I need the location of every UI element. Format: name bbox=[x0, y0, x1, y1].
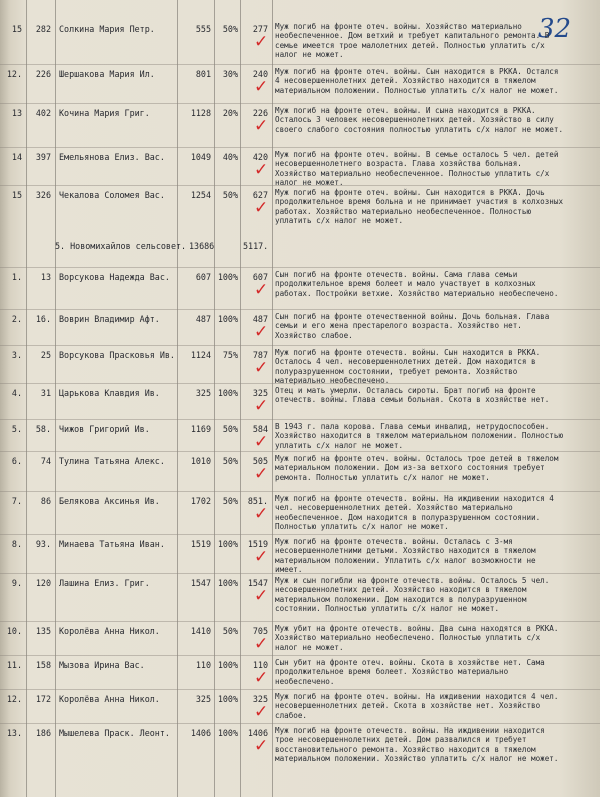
assessed-tax: 1128 bbox=[190, 108, 211, 118]
red-checkmark-icon: ✓ bbox=[254, 280, 269, 300]
relief-percent: 50% bbox=[222, 424, 238, 434]
relief-amount: 705 bbox=[252, 626, 268, 636]
householder-name: Солкина Мария Петр. bbox=[59, 24, 155, 34]
household-number: 31 bbox=[40, 388, 51, 398]
household-number: 135 bbox=[35, 626, 51, 636]
red-checkmark-icon: ✓ bbox=[254, 116, 269, 136]
householder-name: Чижов Григорий Ив. bbox=[59, 424, 150, 434]
relief-percent: 50% bbox=[222, 456, 238, 466]
household-number: 158 bbox=[35, 660, 51, 670]
household-number: 120 bbox=[35, 578, 51, 588]
assessed-tax: 325 bbox=[195, 388, 211, 398]
row-divider bbox=[0, 573, 600, 574]
householder-name: Кочина Мария Григ. bbox=[59, 108, 150, 118]
section-total-assessed: 13686 bbox=[189, 241, 215, 251]
householder-name: Мышелева Праск. Леонт. bbox=[59, 728, 170, 738]
assessed-tax: 1124 bbox=[190, 350, 211, 360]
householder-name: Чекалова Соломея Вас. bbox=[59, 190, 165, 200]
justification-note: Муж погиб на фронте отечеств. войны. На иждивении находится трое несовершеннолетних детей. Дом развалился и требует восстановительного ремонта. Хозяйство находится в тяжелом материальном положении. Хозяйство уплатить с/х налог не может. bbox=[275, 726, 559, 764]
red-checkmark-icon: ✓ bbox=[254, 77, 269, 97]
relief-percent: 100% bbox=[217, 578, 238, 588]
household-number: 58. bbox=[35, 424, 51, 434]
assessed-tax: 801 bbox=[195, 69, 211, 79]
relief-percent: 30% bbox=[222, 69, 238, 79]
assessed-tax: 325 bbox=[195, 694, 211, 704]
household-number: 326 bbox=[35, 190, 51, 200]
row-index: 14 bbox=[11, 152, 22, 162]
household-number: 74 bbox=[40, 456, 51, 466]
household-number: 13 bbox=[40, 272, 51, 282]
relief-percent: 50% bbox=[222, 496, 238, 506]
justification-note: Муж погиб на фронте отеч. войны. И сына находится в РККА. Осталось 3 человек несовершеннолетних детей. Хозяйство в силу своего слабого состояния полностью уплатить с/х налог не может. bbox=[275, 106, 564, 134]
householder-name: Ворсукова Надежда Вас. bbox=[59, 272, 170, 282]
householder-name: Белякова Аксинья Ив. bbox=[59, 496, 160, 506]
householder-name: Емельянова Елиз. Вас. bbox=[59, 152, 165, 162]
assessed-tax: 607 bbox=[195, 272, 211, 282]
assessed-tax: 487 bbox=[195, 314, 211, 324]
row-index: 13 bbox=[11, 108, 22, 118]
justification-note: Сын погиб на фронте отечеств. войны. Сама глава семьи продолжительное время болеет и мало участвует в колхозных работах. Постройки ветхие. Хозяйство материально необеспечено. bbox=[275, 270, 559, 298]
justification-note: Муж погиб на фронте отеч. войны. В семье осталось 5 чел. детей несовершеннолетнего возраста. Глава хозяйства больная. Хозяйство материально необеспеченное. Полностью уплатить с/х налог не может. bbox=[275, 150, 559, 188]
row-divider bbox=[0, 621, 600, 622]
row-index: 11. bbox=[6, 660, 22, 670]
justification-note: Муж погиб на фронте отеч. войны. Сын находится в РККА. Остался 4 несовершеннолетних детей. Хозяйство находится в тяжелом материальном положении. Полностью уплатить с/х налог не может. bbox=[275, 67, 559, 95]
row-index: 8. bbox=[11, 539, 22, 549]
row-index: 15 bbox=[11, 24, 22, 34]
assessed-tax: 1410 bbox=[190, 626, 211, 636]
householder-name: Королёва Анна Никол. bbox=[59, 694, 160, 704]
relief-percent: 100% bbox=[217, 694, 238, 704]
column-rule bbox=[240, 0, 241, 797]
relief-percent: 50% bbox=[222, 24, 238, 34]
red-checkmark-icon: ✓ bbox=[254, 432, 269, 452]
household-number: 282 bbox=[35, 24, 51, 34]
row-index: 12. bbox=[6, 694, 22, 704]
row-divider bbox=[0, 267, 600, 268]
red-checkmark-icon: ✓ bbox=[254, 464, 269, 484]
row-divider bbox=[0, 103, 600, 104]
red-checkmark-icon: ✓ bbox=[254, 668, 269, 688]
householder-name: Воврин Владимир Афт. bbox=[59, 314, 160, 324]
row-index: 1. bbox=[11, 272, 22, 282]
relief-percent: 100% bbox=[217, 539, 238, 549]
assessed-tax: 1254 bbox=[190, 190, 211, 200]
relief-percent: 40% bbox=[222, 152, 238, 162]
row-divider bbox=[0, 689, 600, 690]
justification-note: Сын погиб на фронте отечественной войны. Дочь больная. Глава семьи и его жена престарелого возраста. Хозяйство нет. Хозяйство слабое. bbox=[275, 312, 550, 340]
relief-percent: 100% bbox=[217, 728, 238, 738]
red-checkmark-icon: ✓ bbox=[254, 634, 269, 654]
householder-name: Царькова Клавдия Ив. bbox=[59, 388, 160, 398]
red-checkmark-icon: ✓ bbox=[254, 32, 269, 52]
relief-amount: 505 bbox=[252, 456, 268, 466]
column-rule bbox=[177, 0, 178, 797]
row-divider bbox=[0, 491, 600, 492]
relief-amount: 487 bbox=[252, 314, 268, 324]
row-divider bbox=[0, 451, 600, 452]
household-number: 186 bbox=[35, 728, 51, 738]
assessed-tax: 1702 bbox=[190, 496, 211, 506]
justification-note: Муж и сын погибли на фронте отечеств. войны. Осталось 5 чел. несовершеннолетних детей. Хозяйство находится в тяжелом материальном положении. Дом находится в полуразрушенном состоянии. Полностью уплатить с/х налог не может. bbox=[275, 576, 550, 614]
relief-amount: 627 bbox=[252, 190, 268, 200]
assessed-tax: 555 bbox=[195, 24, 211, 34]
row-divider bbox=[0, 147, 600, 148]
assessed-tax: 1049 bbox=[190, 152, 211, 162]
red-checkmark-icon: ✓ bbox=[254, 396, 269, 416]
red-checkmark-icon: ✓ bbox=[254, 160, 269, 180]
relief-amount: 110 bbox=[252, 660, 268, 670]
householder-name: Лашина Елиз. Григ. bbox=[59, 578, 150, 588]
row-divider bbox=[0, 655, 600, 656]
row-index: 13. bbox=[6, 728, 22, 738]
red-checkmark-icon: ✓ bbox=[254, 702, 269, 722]
column-rule bbox=[214, 0, 215, 797]
row-index: 15 bbox=[11, 190, 22, 200]
assessed-tax: 1169 bbox=[190, 424, 211, 434]
row-index: 5. bbox=[11, 424, 22, 434]
red-checkmark-icon: ✓ bbox=[254, 322, 269, 342]
relief-amount: 420 bbox=[252, 152, 268, 162]
column-rule bbox=[272, 0, 273, 797]
red-checkmark-icon: ✓ bbox=[254, 358, 269, 378]
household-number: 16. bbox=[35, 314, 51, 324]
justification-note: Муж убит на фронте отечеств. войны. Два сына находятся в РККА. Хозяйство материально необеспечено. Полностью уплатить с/х налог не может. bbox=[275, 624, 559, 652]
row-divider bbox=[0, 64, 600, 65]
relief-amount: 325 bbox=[252, 694, 268, 704]
justification-note: Муж погиб на фронте отечеств. войны. Осталась с 3-мя несовершеннолетними детьми. Хозяйство находится в тяжелом материальном положении. Уплатить с/х налог возможности не имеет. bbox=[275, 537, 536, 575]
justification-note: Муж погиб на фронте отечеств. войны. На иждивении находится 4 чел. несовершеннолетних детей. Хозяйство материально необеспеченное. Дом находится в полуразрушенном состоянии. Полностью уплатить с/х налог не может. bbox=[275, 494, 554, 532]
row-divider bbox=[0, 723, 600, 724]
row-index: 3. bbox=[11, 350, 22, 360]
section-title: 5. Новомихайлов сельсовет. bbox=[55, 241, 187, 251]
column-rule bbox=[26, 0, 27, 797]
row-divider bbox=[0, 419, 600, 420]
row-divider bbox=[0, 534, 600, 535]
column-rule bbox=[55, 0, 56, 797]
relief-amount: 1519 bbox=[247, 539, 268, 549]
red-checkmark-icon: ✓ bbox=[254, 586, 269, 606]
red-checkmark-icon: ✓ bbox=[254, 547, 269, 567]
page-number: 32 bbox=[538, 14, 572, 44]
relief-percent: 50% bbox=[222, 626, 238, 636]
relief-percent: 50% bbox=[222, 190, 238, 200]
householder-name: Ворсукова Прасковья Ив. bbox=[59, 350, 175, 360]
household-number: 86 bbox=[40, 496, 51, 506]
household-number: 25 bbox=[40, 350, 51, 360]
row-index: 9. bbox=[11, 578, 22, 588]
relief-amount: 851. bbox=[247, 496, 268, 506]
red-checkmark-icon: ✓ bbox=[254, 198, 269, 218]
red-checkmark-icon: ✓ bbox=[254, 736, 269, 756]
household-number: 93. bbox=[35, 539, 51, 549]
household-number: 402 bbox=[35, 108, 51, 118]
section-total-relief: 5117. bbox=[243, 241, 269, 251]
row-divider bbox=[0, 185, 600, 186]
row-index: 7. bbox=[11, 496, 22, 506]
relief-amount: 277 bbox=[252, 24, 268, 34]
assessed-tax: 110 bbox=[195, 660, 211, 670]
row-divider bbox=[0, 345, 600, 346]
justification-note: В 1943 г. пала корова. Глава семьи инвалид, нетрудоспособен. Хозяйство находится в тяжелом материальном положении. Полностью уплатить с/х налог не может. bbox=[275, 422, 564, 450]
red-checkmark-icon: ✓ bbox=[254, 504, 269, 524]
relief-amount: 1406 bbox=[247, 728, 268, 738]
assessed-tax: 1519 bbox=[190, 539, 211, 549]
assessed-tax: 1406 bbox=[190, 728, 211, 738]
relief-amount: 787 bbox=[252, 350, 268, 360]
household-number: 226 bbox=[35, 69, 51, 79]
assessed-tax: 1547 bbox=[190, 578, 211, 588]
householder-name: Минаева Татьяна Иван. bbox=[59, 539, 165, 549]
householder-name: Тулина Татьяна Алекс. bbox=[59, 456, 165, 466]
justification-note: Муж погиб на фронте отеч. войны. Сын находится в РККА. Дочь продолжительное время больна и не принимает участия в колхозных работах. Хозяйство материально необеспеченное. Полностью уплатить с/х налог не может. bbox=[275, 188, 564, 226]
relief-percent: 100% bbox=[217, 388, 238, 398]
assessed-tax: 1010 bbox=[190, 456, 211, 466]
relief-amount: 325 bbox=[252, 388, 268, 398]
householder-name: Королёва Анна Никол. bbox=[59, 626, 160, 636]
row-index: 4. bbox=[11, 388, 22, 398]
relief-amount: 240 bbox=[252, 69, 268, 79]
row-index: 12. bbox=[6, 69, 22, 79]
relief-percent: 100% bbox=[217, 314, 238, 324]
relief-percent: 100% bbox=[217, 272, 238, 282]
row-divider bbox=[0, 383, 600, 384]
justification-note: Муж погиб на фронте отеч. войны. Осталось трое детей в тяжелом материальном положении. Дом из-за ветхого состояния требует ремонта. Полностью уплатить с/х налог не может. bbox=[275, 454, 559, 482]
justification-note: Сын убит на фронте отеч. войны. Скота в хозяйстве нет. Сама продолжительное время болеет. Хозяйство материально необеспечено. bbox=[275, 658, 545, 686]
justification-note: Отец и мать умерли. Осталась сироты. Брат погиб на фронте отечеств. войны. Глава семьи больная. Скота в хозяйстве нет. bbox=[275, 386, 550, 405]
justification-note: Муж погиб на фронте отеч. войны. Хозяйство материально необеспеченное. Дом ветхий и требует капитального ремонта. В семье имеется трое малолетних детей. Полностью уплатить с/х налог не может. bbox=[275, 22, 550, 60]
relief-percent: 100% bbox=[217, 660, 238, 670]
relief-percent: 20% bbox=[222, 108, 238, 118]
householder-name: Шершакова Мария Ил. bbox=[59, 69, 155, 79]
relief-amount: 584 bbox=[252, 424, 268, 434]
household-number: 172 bbox=[35, 694, 51, 704]
row-index: 10. bbox=[6, 626, 22, 636]
relief-amount: 226 bbox=[252, 108, 268, 118]
householder-name: Мызова Ирина Вас. bbox=[59, 660, 145, 670]
justification-note: Муж погиб на фронте отечеств. войны. Сын находится в РККА. Осталось 4 чел. несовершеннолетних детей. Дом находится в полуразрушенном состоянии, требует ремонта. Хозяйство материально необеспечено. bbox=[275, 348, 541, 386]
household-number: 397 bbox=[35, 152, 51, 162]
row-divider bbox=[0, 309, 600, 310]
justification-note: Муж погиб на фронте отеч. войны. На иждивении находится 4 чел. несовершеннолетних детей. Скота в хозяйстве нет. Хозяйство слабое. bbox=[275, 692, 559, 720]
row-index: 2. bbox=[11, 314, 22, 324]
relief-percent: 75% bbox=[222, 350, 238, 360]
row-index: 6. bbox=[11, 456, 22, 466]
relief-amount: 607 bbox=[252, 272, 268, 282]
relief-amount: 1547 bbox=[247, 578, 268, 588]
